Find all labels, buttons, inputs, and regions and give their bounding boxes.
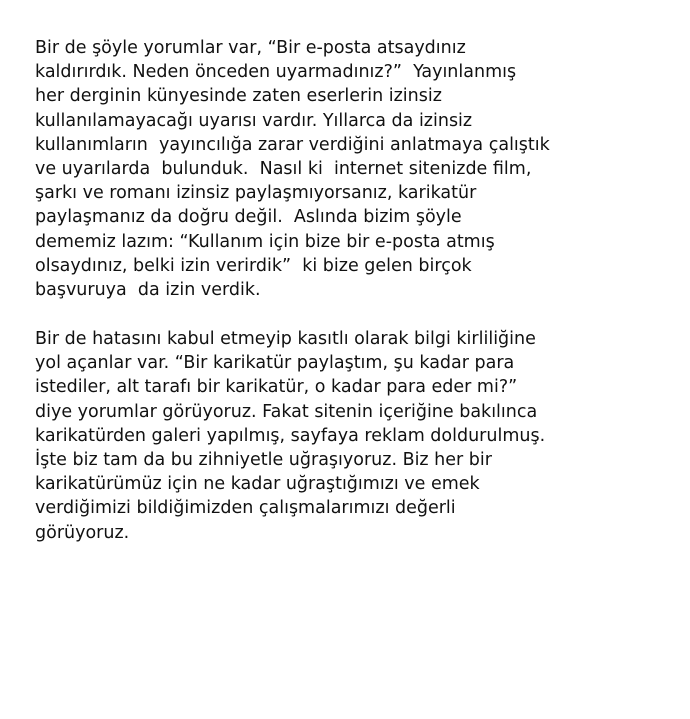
text-line: karikatürümüz için ne kadar uğraştığımızı ve emek <box>35 474 480 495</box>
text-line: görüyoruz. <box>35 522 130 543</box>
text-line: ve uyarılarda bulunduk. Nasıl ki internet sitenizde film, <box>35 158 532 179</box>
paragraph-2 <box>35 327 675 545</box>
text-line: kullanılamayacağı uyarısı vardır. Yıllarca da izinsiz <box>35 110 473 131</box>
text-line: şarkı ve romanı izinsiz paylaşmıyorsanız, karikatür <box>35 183 477 204</box>
paragraph-1 <box>35 36 675 302</box>
text-line: İşte biz tam da bu zihniyetle uğraşıyoruz. Biz her bir <box>35 450 492 470</box>
text-line: olsaydınız, belki izin verirdik” ki bize gelen birçok <box>35 255 472 276</box>
text-line: başvuruya da izin verdik. <box>35 279 261 300</box>
text-line: verdiğimizi bildiğimizden çalışmalarımızı değerli <box>35 498 456 519</box>
paragraph-spacer <box>35 302 675 327</box>
text-line: Bir de şöyle yorumlar var, “Bir e-posta atsaydınız <box>35 38 466 58</box>
text-line: dememiz lazım: “Kullanım için bize bir e-posta atmış <box>35 231 495 252</box>
text-line: karikatürden galeri yapılmış, sayfaya reklam doldurulmuş. <box>35 425 546 446</box>
text-line: Bir de hatasını kabul etmeyip kasıtlı olarak bilgi kirliliğine <box>35 329 536 350</box>
text-line: kullanımların yayıncılığa zarar verdiğini anlatmaya çalıştık <box>35 134 550 155</box>
text-line: kaldırırdık. Neden önceden uyarmadınız?” Yayınlanmış <box>35 62 517 83</box>
text-line: istediler, alt tarafı bir karikatür, o kadar para eder mi?” <box>35 377 518 398</box>
text-line: paylaşmanız da doğru değil. Aslında bizim şöyle <box>35 207 462 228</box>
text-line: her derginin künyesinde zaten eserlerin izinsiz <box>35 86 442 107</box>
document-text <box>35 36 675 545</box>
text-line: yol açanlar var. “Bir karikatür paylaştım, şu kadar para <box>35 353 515 374</box>
text-line: diye yorumlar görüyoruz. Fakat sitenin içeriğine bakılınca <box>35 401 538 422</box>
